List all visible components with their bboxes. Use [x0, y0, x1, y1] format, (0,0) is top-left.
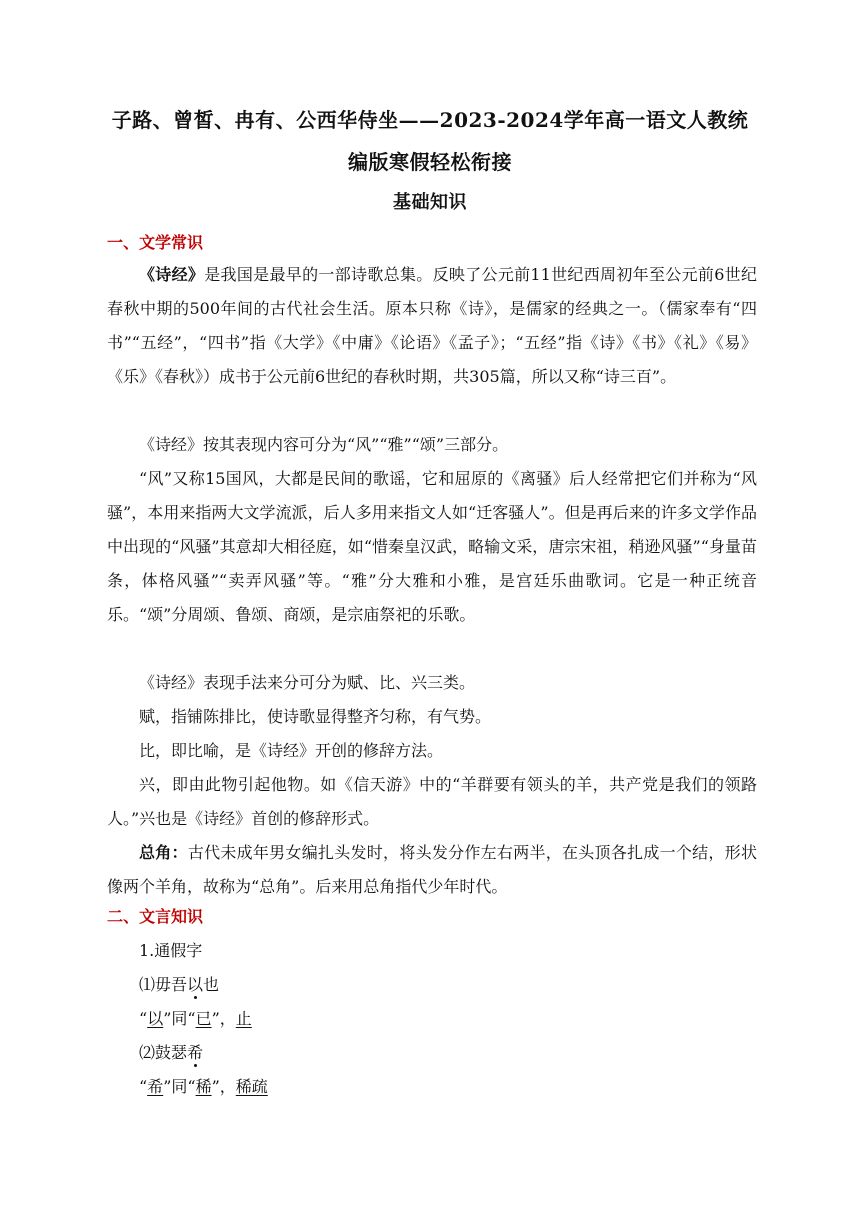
paragraph-categories: 《诗经》按其表现内容可分为“风”“雅”“颂”三部分。: [139, 435, 509, 454]
paragraph-text: 是我国是最早的一部诗歌总集。反映了公元前11世纪西周初年至公元前6世纪春秋中期的500年间的古代社会生活。原本只称《诗》，是儒家的经典之一。（儒家奉有“四书”“五经”，“四书”指《大学》《中庸》《论语》《孟子》；“五经”指《诗》《书》《礼》《易》《乐》《春秋》）成书于公元前6世纪的春秋时期，共305篇，所以又称“诗三百”。: [107, 265, 757, 386]
paragraph-zongjiao: [107, 836, 757, 904]
section-heading-classical: 二、文言知识: [107, 907, 204, 926]
doc-subtitle: 基础知识: [393, 192, 467, 213]
example-2: ⑵鼓瑟希: [139, 1043, 204, 1062]
list-item-tongjiazi: 1.通假字: [139, 941, 203, 960]
underlined-char: 以: [147, 1009, 164, 1028]
paragraph-text: 古代未成年男女编扎头发时，将头发分作左右两半，在头顶各扎成一个结，形状像两个羊角，故称为“总角”。后来用总角指代少年时代。: [107, 843, 757, 896]
example-1: ⑴毋吾以也: [139, 975, 220, 994]
term-zongjiao: 总角：: [139, 843, 188, 862]
paragraph-feng: “风”又称15国风，大都是民间的歌谣，它和屈原的《离骚》后人经常把它们并称为“风骚”，本用来指两大文学流派，后人多用来指文人如“迁客骚人”。但是再后来的许多文学作品中出现的“风骚”其意却大相径庭，如“惜秦皇汉武，略输文采，唐宗宋祖，稍逊风骚”“身量苗条，体格风骚”“卖弄风骚”等。“雅”分大雅和小雅，是宫廷乐曲歌词。它是一种正统音乐。“颂”分周颂、鲁颂、商颂，是宗庙祭祀的乐歌。: [107, 469, 757, 624]
underlined-meaning: 止: [235, 1009, 252, 1028]
example-1-note: “以”同“已”，止: [139, 1009, 252, 1028]
paragraph-bi: 比，即比喻，是《诗经》开创的修辞方法。: [139, 741, 444, 760]
doc-title-line1: 子路、曾皙、冉有、公西华侍坐——2023-2024学年高一语文人教统: [111, 108, 749, 132]
underlined-char: 已: [195, 1009, 212, 1028]
marked-char: 以: [187, 975, 204, 994]
paragraph-shijing-intro: [107, 258, 757, 394]
section-heading-literature: 一、文学常识: [107, 233, 204, 252]
underlined-char: 希: [147, 1077, 164, 1096]
doc-title-line2: 编版寒假轻松衔接: [348, 150, 512, 174]
example-2-note: “希”同“稀”，稀疏: [139, 1077, 268, 1096]
term-shijing: 《诗经》: [139, 265, 205, 284]
paragraph-xing: 兴，即由此物引起他物。如《信天游》中的“羊群要有领头的羊，共产党是我们的领路人。”兴也是《诗经》首创的修辞形式。: [107, 775, 757, 828]
underlined-char: 稀: [195, 1077, 212, 1096]
paragraph-fu: 赋，指铺陈排比，使诗歌显得整齐匀称，有气势。: [139, 707, 492, 726]
paragraph-techniques: 《诗经》表现手法来分可分为赋、比、兴三类。: [139, 673, 476, 692]
marked-char: 希: [187, 1043, 204, 1062]
underlined-meaning: 稀疏: [235, 1077, 268, 1096]
